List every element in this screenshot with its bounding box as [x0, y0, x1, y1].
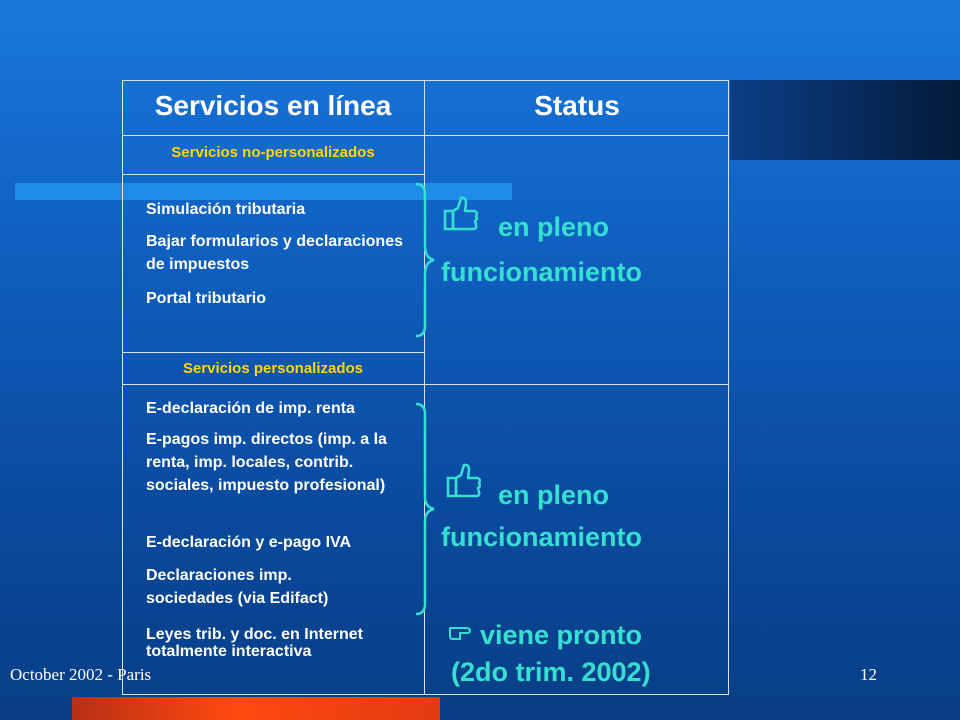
status-text-line2: funcionamiento: [441, 257, 642, 287]
status-text-line1: en pleno: [498, 212, 610, 242]
list-item: Bajar formularios y declaraciones de impuestos: [146, 233, 403, 273]
list-item: E-pagos imp. directos (imp. a la renta, imp. locales, contrib. sociales, impuesto profesional): [146, 431, 387, 494]
list-item: Leyes trib. y doc. en Internet totalmente interactiva: [146, 626, 363, 660]
list-item: E-declaración y e-pago IVA: [146, 534, 352, 551]
table-divider-section2: [122, 384, 729, 385]
section-title-non-personalized: Servicios no-personalizados: [171, 144, 375, 161]
decor-dark-block: [730, 80, 960, 160]
decor-red-bar: [72, 697, 440, 720]
status-text-line1: viene pronto: [480, 620, 643, 650]
table-divider-header: [122, 135, 729, 136]
brace-icon: [412, 402, 438, 616]
list-item: E-declaración de imp. renta: [146, 400, 355, 417]
list-item: Portal tributario: [146, 290, 267, 307]
status-text-line2: (2do trim. 2002): [451, 657, 651, 687]
pointing-hand-icon: [448, 622, 478, 642]
table-divider-section2-top: [122, 352, 424, 353]
thumbs-up-icon: [446, 462, 482, 500]
brace-icon: [412, 182, 438, 338]
status-text-line1: en pleno: [498, 480, 610, 510]
list-item: Declaraciones imp. sociedades (via Edifact): [146, 567, 329, 607]
section-title-personalized: Servicios personalizados: [182, 360, 364, 377]
status-text-line2: funcionamiento: [441, 522, 642, 552]
list-item: Simulación tributaria: [146, 201, 306, 218]
thumbs-up-icon: [443, 195, 479, 233]
column-header-status: Status: [534, 90, 620, 121]
column-header-services: Servicios en línea: [154, 90, 392, 121]
footer-date: October 2002 - Paris: [10, 665, 152, 684]
page-number: 12: [860, 665, 877, 684]
table-divider-section1: [122, 174, 424, 175]
